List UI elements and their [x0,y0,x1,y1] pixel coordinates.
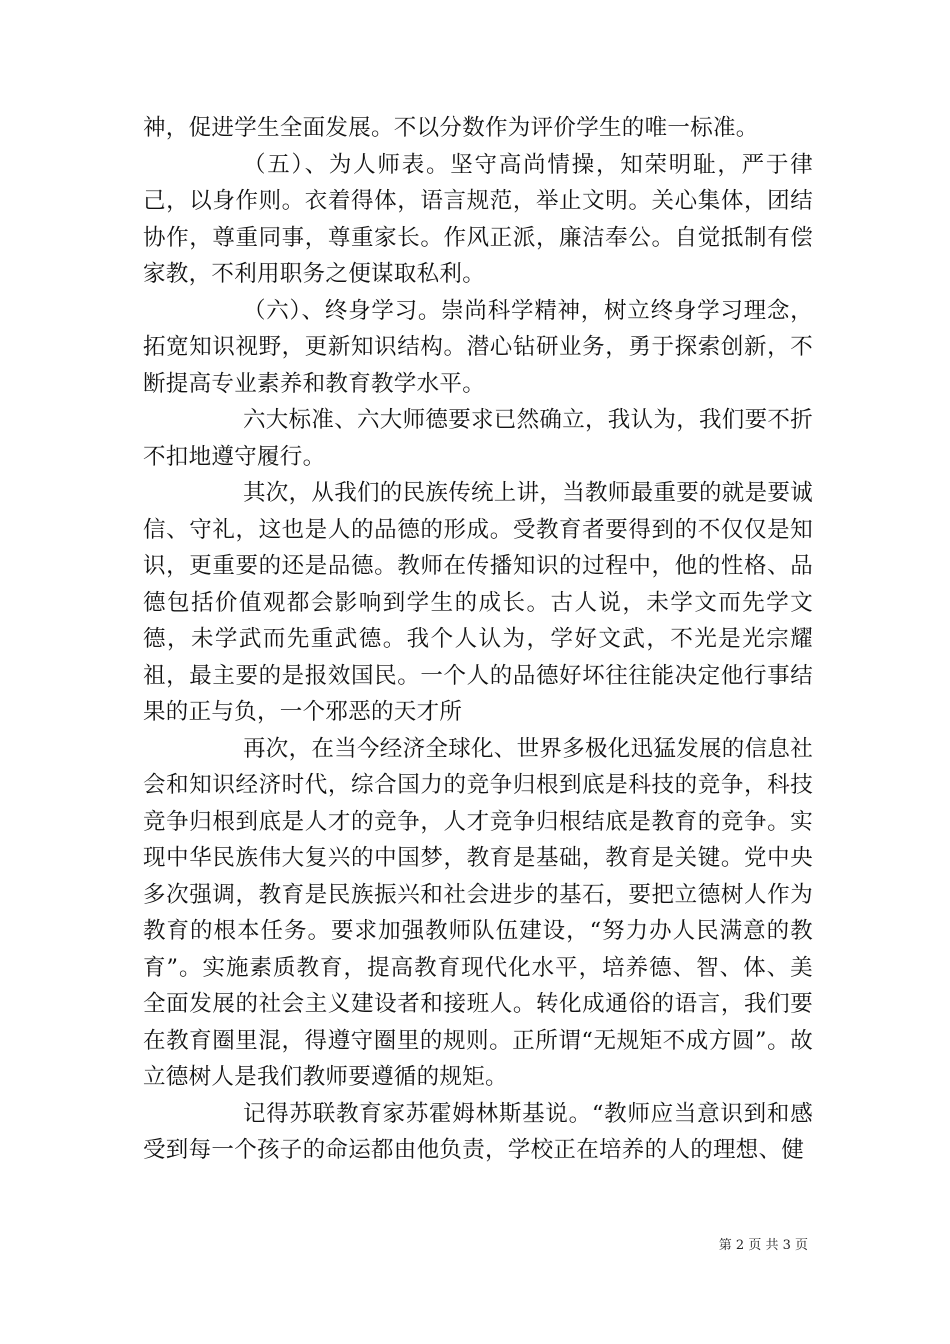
page-number-footer: 第 2 页 共 3 页 [718,1238,808,1253]
paragraph-7: 记得苏联教育家苏霍姆林斯基说。“教师应当意识到和感受到每一个孩子的命运都由他负责，学校正在培养的人的理想、健 [143,1100,813,1163]
paragraph-3: （六）、终身学习。崇尚科学精神，树立终身学习理念，拓宽知识视野，更新知识结构。潜心钻研业务，勇于探索创新，不断提高专业素养和教育教学水平。 [143,297,813,397]
document-body [143,110,813,1169]
paragraph-1: 神，促进学生全面发展。不以分数作为评价学生的唯一标准。 [143,115,759,141]
paragraph-2: （五）、为人师表。坚守高尚情操，知荣明耻，严于律己，以身作则。衣着得体，语言规范，举止文明。关心集体，团结协作，尊重同事，尊重家长。作风正派，廉洁奉公。自觉抵制有偿家教，不利用职务之便谋取私利。 [143,151,813,287]
paragraph-4: 六大标准、六大师德要求已然确立，我认为，我们要不折不扣地遵守履行。 [143,407,814,470]
paragraph-5: 其次，从我们的民族传统上讲，当教师最重要的就是要诚信、守礼，这也是人的品德的形成。受教育者要得到的不仅仅是知识，更重要的还是品德。教师在传播知识的过程中，他的性格、品德包括价值观都会影响到学生的成长。古人说，未学文而先学文德，未学武而先重武德。我个人认为，学好文武，不光是光宗耀祖，最主要的是报效国民。一个人的品德好坏往往能决定他行事结果的正与负，一个邪恶的天才所 [143,480,814,725]
paragraph-6: 再次，在当今经济全球化、世界多极化迅猛发展的信息社会和知识经济时代，综合国力的竞争归根到底是科技的竞争，科技竞争归根到底是人才的竞争，人才竞争归根结底是教育的竞争。实现中华民族伟大复兴的中国梦，教育是基础，教育是关键。党中央多次强调，教育是民族振兴和社会进步的基石，要把立德树人作为教育的根本任务。要求加强教师队伍建设，“努力办人民满意的教育”。实施素质教育，提高教育现代化水平，培养德、智、体、美全面发展的社会主义建设者和接班人。转化成通俗的语言，我们要在教育圈里混，得遵守圈里的规则。正所谓“无规矩不成方圆”。故立德树人是我们教师要遵循的规矩。 [143,735,814,1090]
